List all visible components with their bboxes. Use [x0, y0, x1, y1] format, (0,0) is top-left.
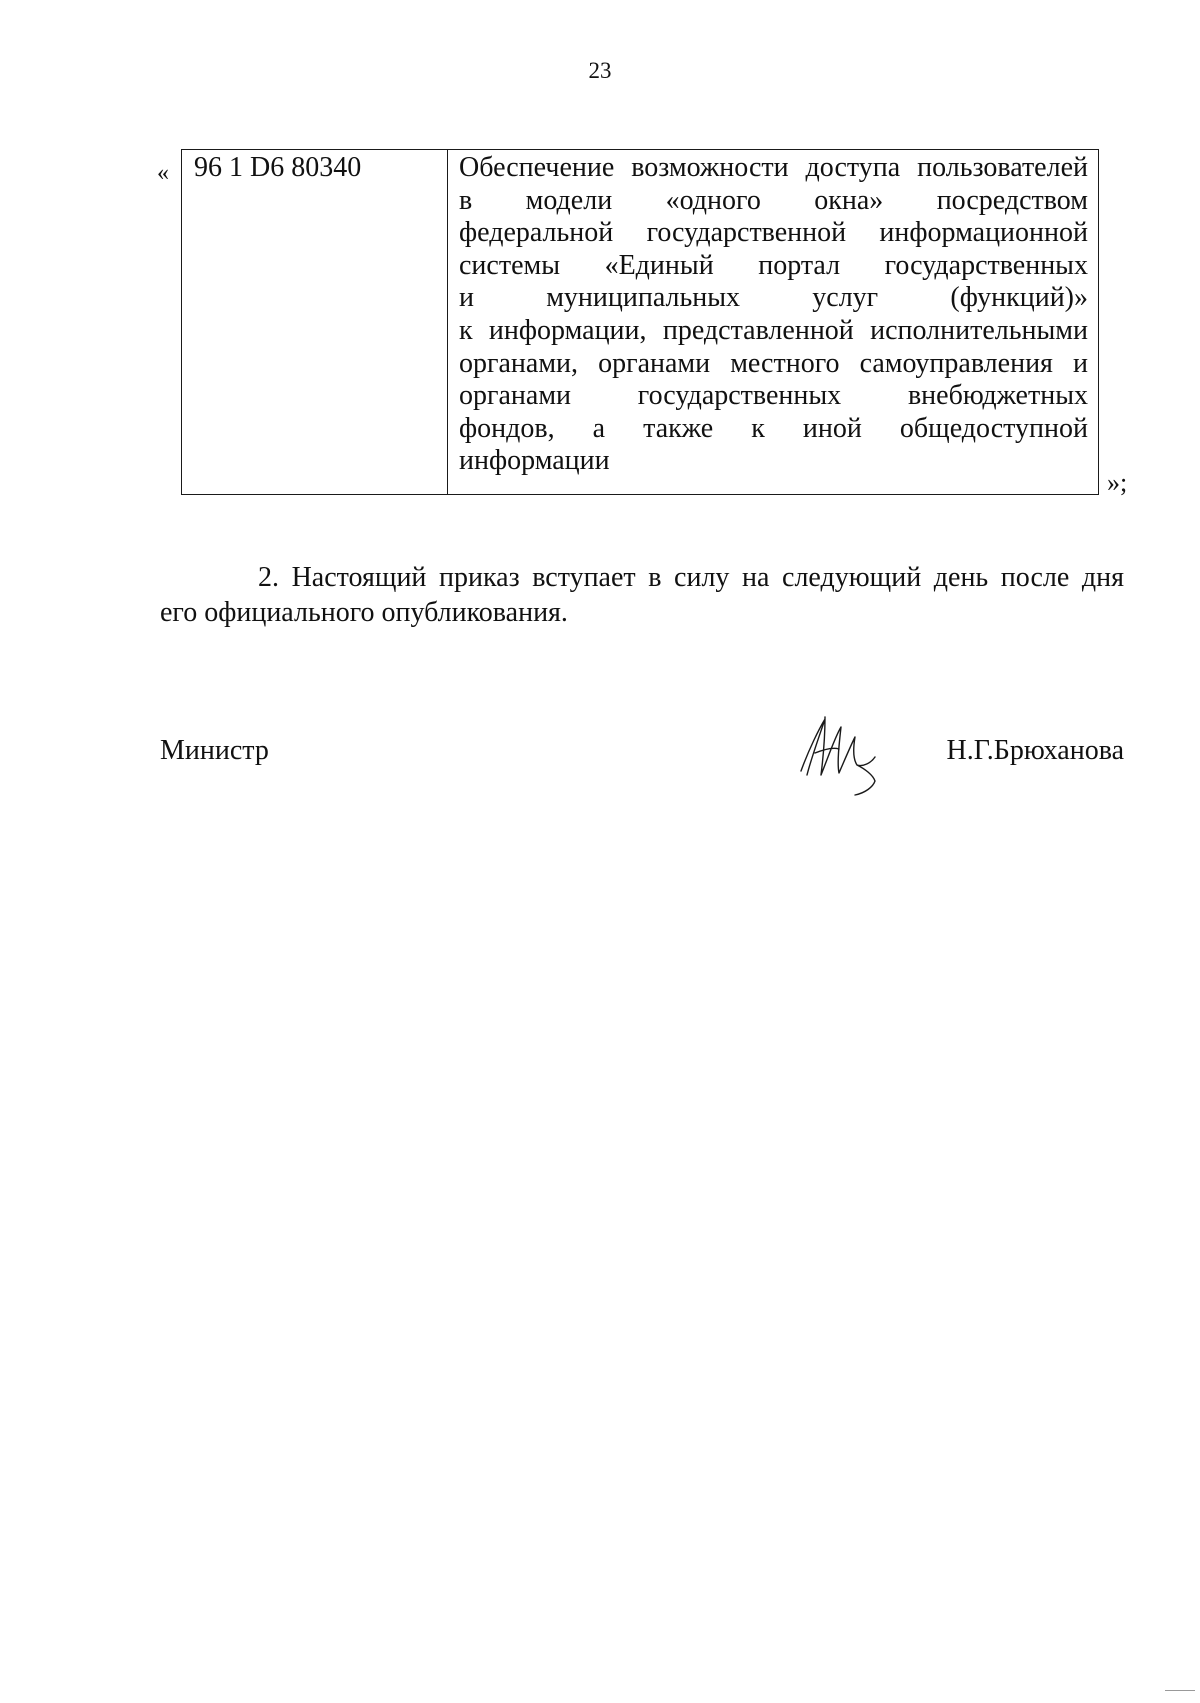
table-row	[182, 150, 1099, 495]
page-number: 23	[588, 58, 612, 83]
scan-corner-mark	[1165, 1690, 1195, 1691]
description-line: федеральной государственной информационной	[459, 217, 1088, 249]
description-line: к информации, представленной исполнительными	[459, 314, 1088, 346]
table-close-quote: »;	[1107, 468, 1128, 497]
description-cell	[448, 150, 1099, 495]
description-line: информации	[459, 445, 610, 477]
description-line: системы «Единый портал государственных	[459, 249, 1088, 281]
table-open-quote: «	[157, 160, 169, 186]
budget-code-table	[181, 149, 1099, 495]
signer-name: Н.Г.Брюханова	[946, 735, 1124, 766]
description-line: органами, органами местного самоуправления и	[459, 347, 1088, 379]
signature-block	[160, 735, 1124, 795]
description-line: в модели «одного окна» посредством	[459, 184, 1088, 216]
paragraph-line: его официального опубликования.	[160, 597, 568, 628]
description-line: Обеспечение возможности доступа пользователей	[459, 152, 1088, 183]
description-line: фондов, а также к иной общедоступной	[459, 412, 1088, 444]
effective-date-paragraph	[160, 560, 1124, 630]
description-line: органами государственных внебюджетных	[459, 380, 1088, 412]
paragraph-line: 2. Настоящий приказ вступает в силу на следующий день после дня	[258, 562, 1124, 593]
handwritten-signature	[795, 709, 885, 799]
description-line: и муниципальных услуг (функций)»	[459, 282, 1088, 314]
budget-code-cell: 96 1 D6 80340	[182, 150, 448, 495]
signer-title: Министр	[160, 735, 269, 766]
